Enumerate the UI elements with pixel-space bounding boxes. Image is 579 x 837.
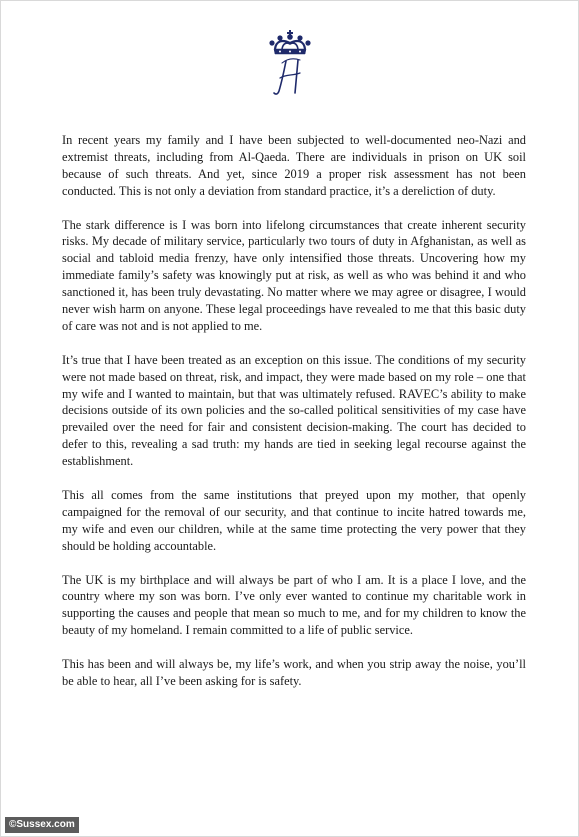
letter-paragraph: The stark difference is I was born into lifelong circumstances that create inherent security risks. My decade of military service, particularly two tours of duty in Afghanistan, as well as social and tabloid media frenzy, have only intensified those threats. Uncovering how my immediate family’s safety was knowingly put at risk, as well as who was behind it and who sanctioned it, has been truly devastating. No matter where we may agree or disagree, I would never wish harm on anyone. These legal proceedings have revealed to me that this basic duty of care was not and is not applied to me. (62, 217, 526, 333)
letter-paragraph: The UK is my birthplace and will always be part of who I am. It is a place I love, and the country where my son was born. I’ve only ever wanted to continue my charitable work in supporting the causes and people that mean so much to me, and for my children to know the beauty of my homeland. I remain committed to a life of public service. (62, 572, 526, 638)
crown-h-monogram-icon (260, 27, 320, 101)
letter-paragraph: This all comes from the same institutions that preyed upon my mother, that openly campaigned for the removal of our security, and that continue to incite hatred towards me, my wife and even our children, while at the same time protecting the very power that they should be holding accountable. (62, 487, 526, 553)
source-watermark: ©Sussex.com (5, 817, 79, 833)
letter-body (62, 132, 526, 707)
letter-paragraph: In recent years my family and I have been subjected to well-documented neo-Nazi and extremist threats, including from Al-Qaeda. There are individuals in prison on UK soil because of such threats. And yet, since 2019 a proper risk assessment has not been conducted. This is not only a deviation from standard practice, it’s a dereliction of duty. (62, 133, 526, 198)
letter-paragraph: This has been and will always be, my life’s work, and when you strip away the noise, you’ll be able to hear, all I’ve been asking for is safety. (62, 657, 526, 688)
letter-paragraph: It’s true that I have been treated as an exception on this issue. The conditions of my security were not made based on threat, risk, and impact, they were made based on my role – one that my wife and I wanted to maintain, but that was ultimately refused. RAVEC’s ability to make decisions outside of its own policies and the so-called political sensitivities of my case have prevailed over the need for fair and consistent decision-making. The court has decided to defer to this, revealing a sad truth: my hands are tied in seeking legal recourse against the establishment. (62, 352, 526, 469)
